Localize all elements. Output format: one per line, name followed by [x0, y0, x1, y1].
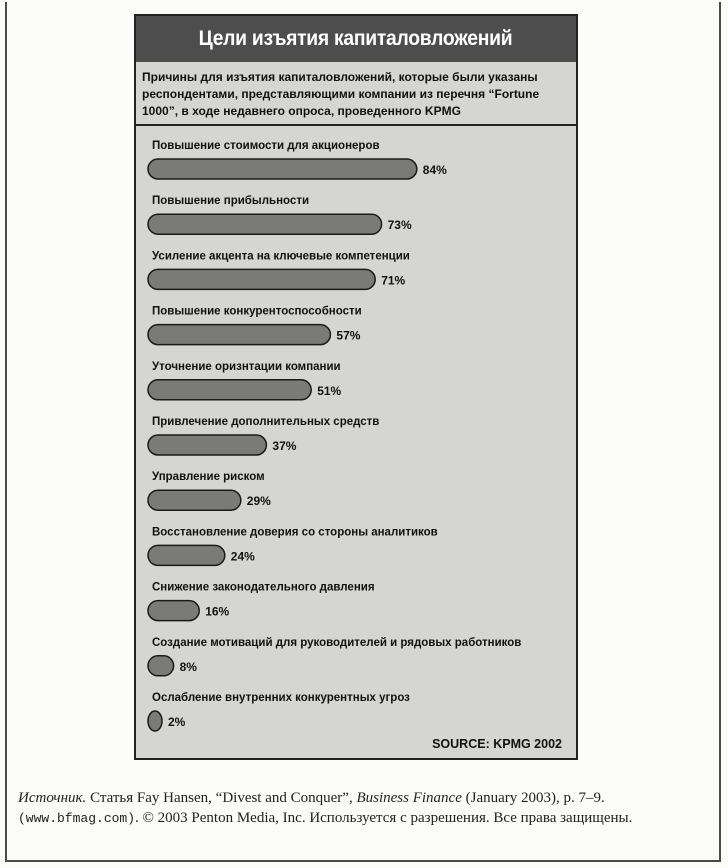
- caption-label: Источник.: [18, 790, 87, 806]
- category-label: Повышение стоимости для акционеров: [152, 140, 380, 152]
- bar: [148, 325, 330, 345]
- bar: [148, 490, 241, 510]
- chart-title: Цели изъятия капиталовложений: [199, 27, 513, 50]
- bar-chart: [136, 16, 576, 758]
- caption-url: (www.bfmag.com): [18, 811, 136, 826]
- chart-subtitle: Причины для изъятия капиталовложений, которые были указаны респондентами, представляющими компании из перечня “Fortune 1000”, в ходе недавнего опроса, проведенного KPMG: [142, 70, 540, 118]
- category-label: Создание мотиваций для руководителей и рядовых работников: [152, 636, 522, 649]
- category-label: Усиление акцента на ключевые компетенции: [152, 250, 410, 263]
- bar: [148, 214, 382, 234]
- bar: [148, 711, 162, 731]
- value-label: 8%: [179, 659, 197, 674]
- chart-source: SOURCE: KPMG 2002: [432, 737, 562, 751]
- value-label: 71%: [381, 273, 406, 288]
- bar: [148, 380, 311, 400]
- caption-text-2: (January 2003), p. 7–9.: [461, 790, 605, 806]
- caption-text-1: Статья Fay Hansen, “Divest and Conquer”,: [86, 790, 357, 806]
- caption-text-3: . © 2003 Penton Media, Inc. Используется с разрешения. Все права защищены.: [135, 810, 633, 826]
- category-label: Восстановление доверия со стороны аналитиков: [152, 526, 438, 539]
- bar: [148, 601, 199, 621]
- bar: [148, 656, 174, 676]
- value-label: 51%: [317, 383, 342, 398]
- value-label: 57%: [336, 328, 361, 343]
- figure-caption: [18, 788, 708, 829]
- bar: [148, 545, 225, 565]
- category-label: Уточнение оризнтации компании: [152, 360, 341, 373]
- value-label: 16%: [205, 604, 230, 619]
- value-label: 37%: [272, 439, 297, 453]
- value-label: 2%: [168, 715, 186, 729]
- value-label: 24%: [230, 549, 255, 564]
- category-label: Ослабление внутренних конкурентных угроз: [152, 692, 410, 704]
- caption-journal: Business Finance: [356, 790, 462, 806]
- category-label: Управление риском: [152, 471, 265, 484]
- value-label: 84%: [422, 163, 447, 177]
- category-label: Снижение законодательного давления: [152, 581, 375, 594]
- category-label: Повышение прибыльности: [152, 195, 310, 208]
- bar: [148, 159, 417, 179]
- value-label: 29%: [246, 494, 271, 509]
- category-label: Привлечение дополнительных средств: [152, 416, 380, 428]
- bar: [148, 435, 266, 455]
- category-label: Повышение конкурентоспособности: [152, 305, 362, 318]
- chart-figure: [134, 14, 578, 760]
- value-label: 73%: [387, 218, 412, 233]
- bar: [148, 269, 375, 289]
